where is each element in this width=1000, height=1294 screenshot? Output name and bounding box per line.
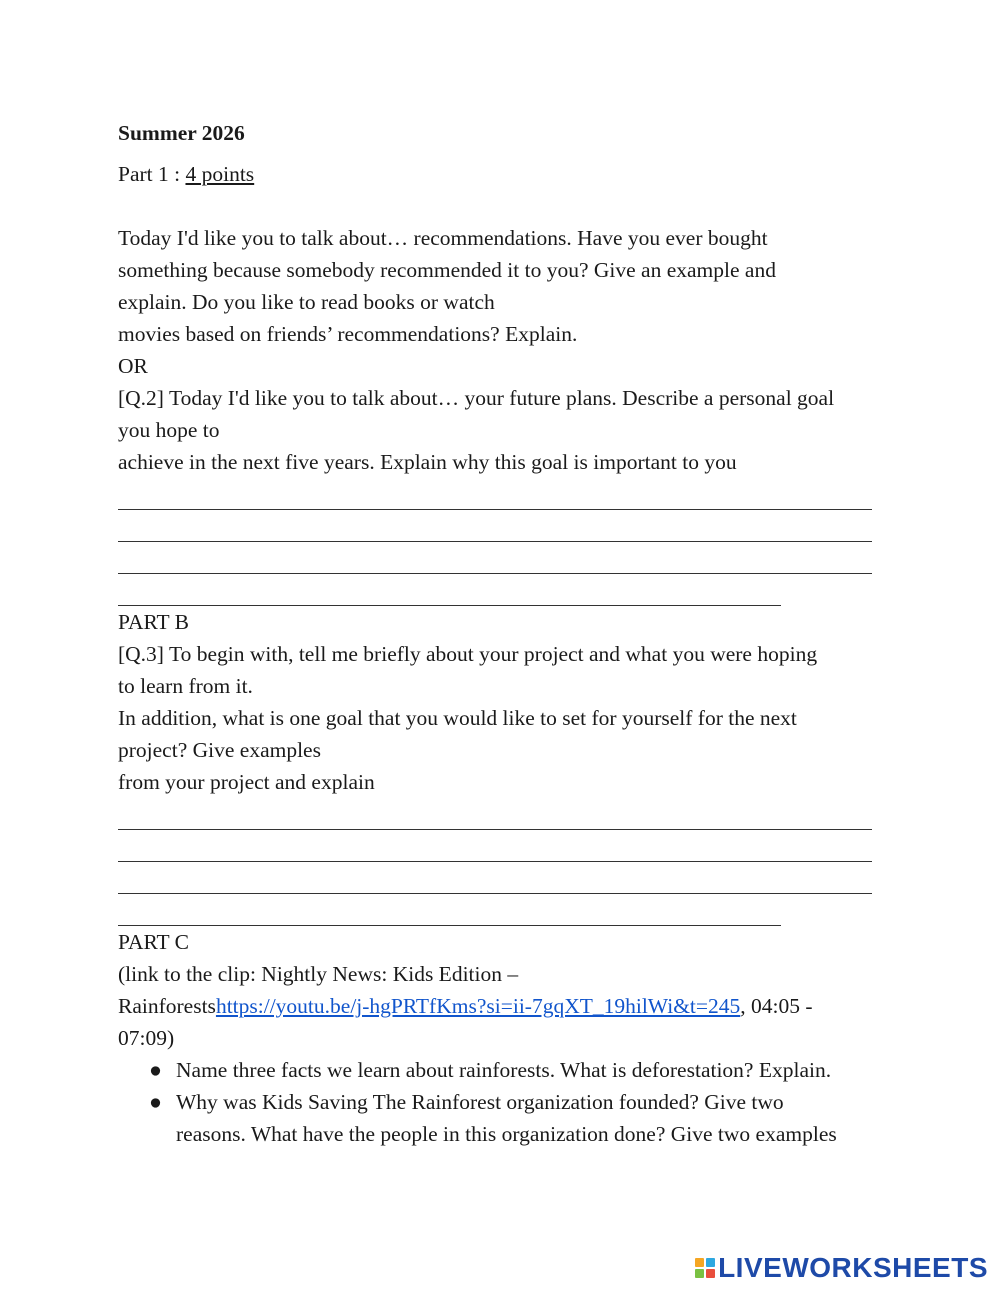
part-c-heading: PART C: [118, 930, 190, 954]
part-b-heading: PART B: [118, 610, 190, 634]
q2-line: achieve in the next five years. Explain why this goal is important to you: [118, 450, 737, 474]
answer-line[interactable]: [118, 894, 781, 926]
logo-square: [706, 1269, 715, 1278]
answer-line[interactable]: [118, 798, 872, 830]
worksheet-title: Summer 2026: [118, 121, 245, 145]
q1-line: something because somebody recommended it to you? Give an example and: [118, 258, 776, 282]
bullet-icon: ●: [149, 1058, 162, 1082]
logo-mark-icon: [695, 1258, 715, 1278]
answer-area-part1[interactable]: [118, 478, 888, 606]
q1-line: explain. Do you like to read books or watch: [118, 290, 495, 314]
list-item: [118, 1086, 888, 1150]
q3-line: [Q.3] To begin with, tell me briefly about your project and what you were hoping: [118, 642, 818, 666]
logo-square: [706, 1258, 715, 1267]
part1-heading: [118, 158, 888, 190]
q3-line: In addition, what is one goal that you would like to set for yourself for the next: [118, 706, 797, 730]
clip-line: (link to the clip: Nightly News: Kids Edition –: [118, 962, 519, 986]
part1-points: 4 points: [185, 162, 255, 186]
answer-line[interactable]: [118, 510, 872, 542]
list-item: [118, 1054, 888, 1086]
answer-line[interactable]: [118, 574, 781, 606]
q2-line: you hope to: [118, 418, 220, 442]
q3-line: to learn from it.: [118, 674, 253, 698]
clip-reference: [118, 958, 888, 1054]
bullet-icon: ●: [149, 1090, 162, 1114]
clip-time-end: 07:09): [118, 1026, 175, 1050]
answer-line[interactable]: [118, 542, 872, 574]
logo-square: [695, 1269, 704, 1278]
answer-area-part-b[interactable]: [118, 798, 888, 926]
q2-line: [Q.2] Today I'd like you to talk about… your future plans. Describe a personal goal: [118, 386, 835, 410]
clip-suffix: , 04:05 -: [740, 994, 813, 1018]
video-link[interactable]: https://youtu.be/j-hgPRTfKms?si=ii-7gqXT_19hilWi&t=245: [215, 994, 741, 1018]
bullet-text: reasons. What have the people in this organization done? Give two examples: [176, 1122, 837, 1146]
clip-prefix: Rainforests: [118, 994, 216, 1018]
question-1: [118, 222, 888, 350]
q3-line: project? Give examples: [118, 738, 321, 762]
bullet-text: Why was Kids Saving The Rainforest organization founded? Give two: [176, 1090, 784, 1114]
q1-line: movies based on friends’ recommendations? Explain.: [118, 322, 578, 346]
question-3: [118, 638, 888, 798]
answer-line[interactable]: [118, 862, 872, 894]
answer-line[interactable]: [118, 478, 872, 510]
logo-text: LIVEWORKSHEETS: [718, 1252, 988, 1283]
liveworksheets-logo: [695, 1253, 988, 1283]
q3-line: from your project and explain: [118, 770, 375, 794]
bullet-text: Name three facts we learn about rainforests. What is deforestation? Explain.: [176, 1058, 832, 1082]
part1-prefix: Part 1 :: [118, 162, 186, 186]
question-2: [118, 382, 888, 478]
spacer: [118, 190, 888, 222]
or-separator: OR: [118, 354, 148, 378]
logo-square: [695, 1258, 704, 1267]
worksheet-page: [118, 116, 888, 1150]
answer-line[interactable]: [118, 830, 872, 862]
clip-line: [118, 990, 888, 1022]
question-list: [118, 1054, 888, 1150]
q1-line: Today I'd like you to talk about… recommendations. Have you ever bought: [118, 226, 768, 250]
